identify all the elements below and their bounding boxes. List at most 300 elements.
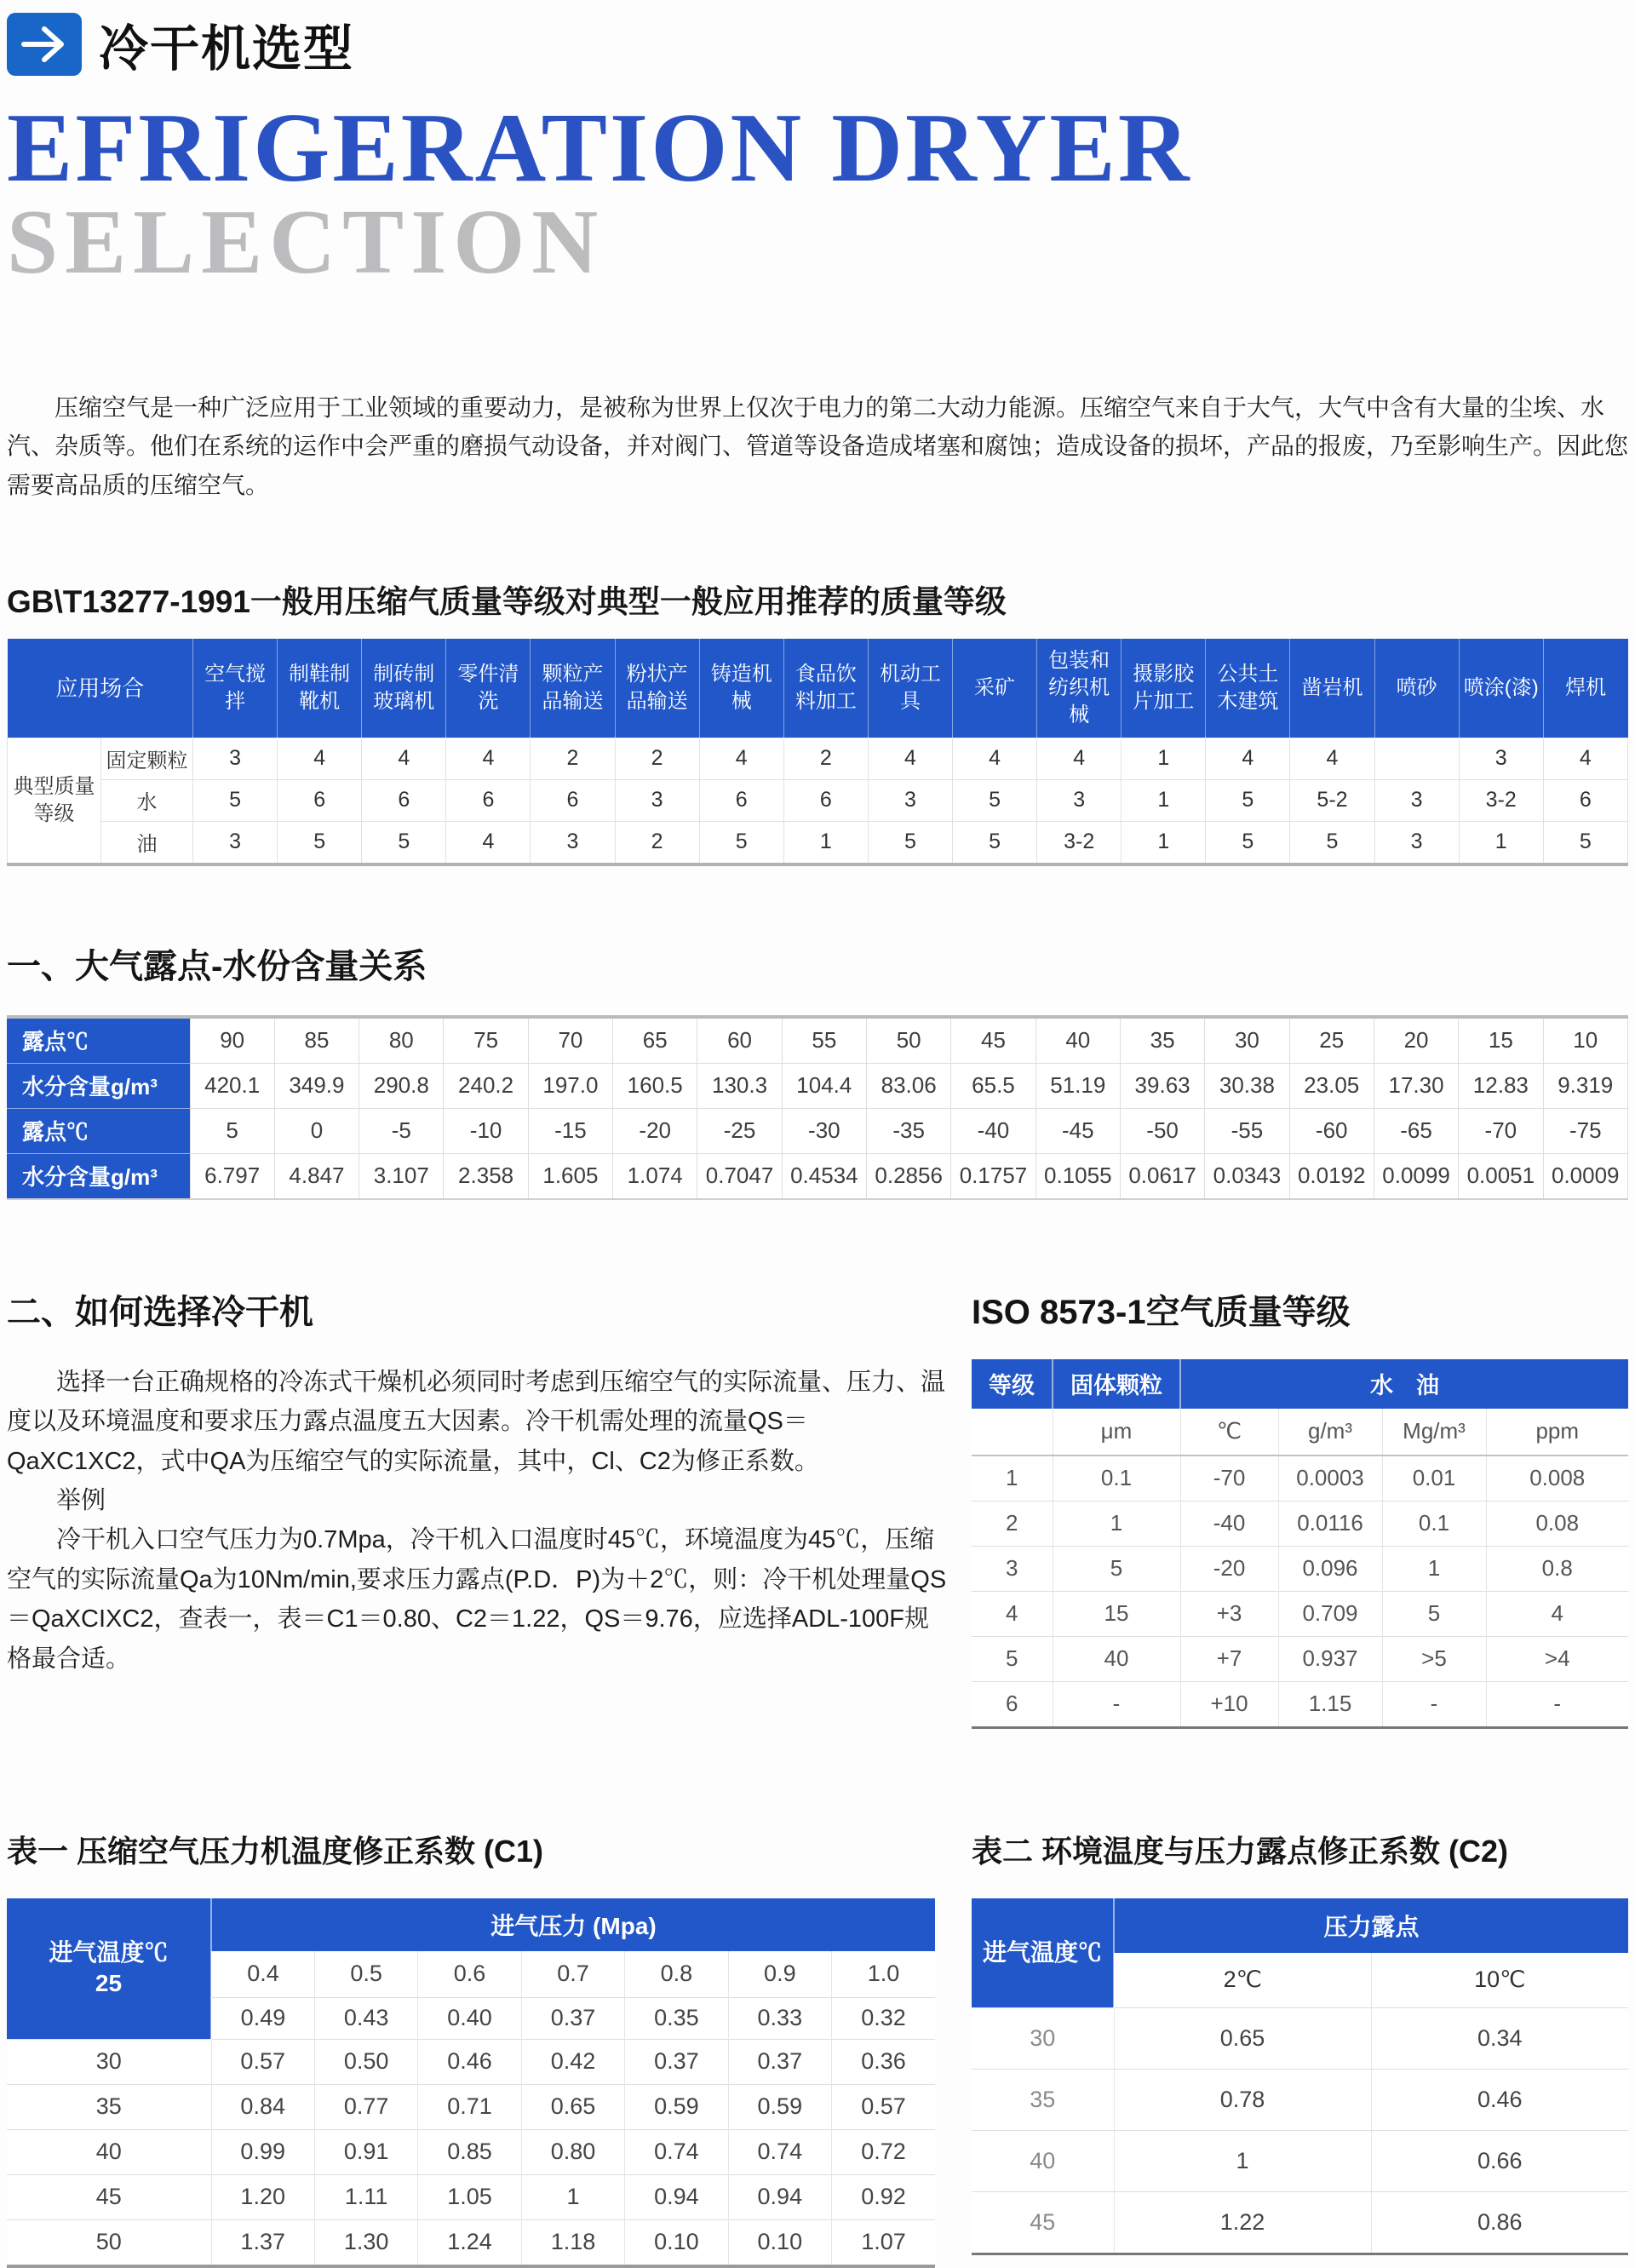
c1-value-cell: 0.10 — [728, 2219, 831, 2266]
c2-dewpoint-cell: 10℃ — [1371, 1953, 1628, 2008]
dew-value-cell: 30.38 — [1205, 1063, 1289, 1108]
gb-row-label: 水 — [101, 779, 193, 821]
page-title-en: EFRIGERATION DRYER — [7, 94, 1192, 203]
dew-value-cell: 0.2856 — [867, 1153, 951, 1199]
gb-value-cell: 5 — [362, 821, 446, 864]
iso-value-cell: +10 — [1180, 1681, 1278, 1727]
dew-value-cell: 0.0099 — [1374, 1153, 1458, 1199]
dew-value-cell: 83.06 — [867, 1063, 951, 1108]
bottom-two-column-area — [7, 1828, 1628, 2268]
selection-section-title: 二、如何选择冷干机 — [7, 1293, 313, 1331]
gb-value-cell: 1 — [783, 821, 868, 864]
c2-temp-cell: 45 — [972, 2191, 1114, 2254]
gb-value-cell: 4 — [362, 738, 446, 779]
iso-value-cell: 40 — [1053, 1636, 1180, 1681]
gb-value-cell: 5-2 — [1290, 779, 1374, 821]
iso-value-cell: 1 — [1053, 1501, 1180, 1546]
gb-table-row — [8, 738, 1628, 779]
c1-value-cell: 1.30 — [314, 2219, 417, 2266]
c1-header-row — [7, 1898, 935, 1951]
gb-column-header: 包装和纺织机械 — [1037, 639, 1122, 738]
iso-value-cell: -70 — [1180, 1456, 1278, 1501]
iso-unit-cell: Mg/m³ — [1382, 1409, 1486, 1456]
selection-paragraph-3: 冷干机入口空气压力为0.7Mpa，冷干机入口温度时45℃，环境温度为45℃，压缩空气的实际流量Qa为10Nm/min,要求压力露点(P.D．P)为＋2℃，则：冷干机处理量QS＝QaXCIXC2，查表一，表＝C1＝0.80、C2＝1.22，QS＝9.76，应选择ADL-100F规格最合适。 — [7, 1526, 947, 1673]
c1-value-cell: 0.92 — [832, 2174, 935, 2219]
dew-value-cell: 0.0192 — [1289, 1153, 1374, 1199]
c2-dewpoint-cell: 2℃ — [1114, 1953, 1371, 2008]
c2-temp-cell: 30 — [972, 2007, 1114, 2069]
c1-value-cell: 0.37 — [728, 2039, 831, 2084]
iso-value-cell: +7 — [1180, 1636, 1278, 1681]
iso-value-cell: 2 — [972, 1501, 1053, 1546]
iso-unit-cell: ppm — [1486, 1409, 1628, 1456]
gb-table-row — [8, 821, 1628, 864]
c2-corner-header: 进气温度℃ — [972, 1898, 1114, 2008]
dew-value-cell: -15 — [528, 1108, 612, 1153]
selection-text-column — [7, 1285, 948, 1679]
c1-value-cell: 0.72 — [832, 2129, 935, 2174]
gb-column-header: 摄影胶片加工 — [1122, 639, 1206, 738]
dew-value-cell: 104.4 — [782, 1063, 866, 1108]
iso-value-cell: 1.15 — [1278, 1681, 1382, 1727]
iso-table-title: ISO 8573-1空气质量等级 — [972, 1293, 1351, 1331]
dew-value-cell: 51.19 — [1036, 1063, 1120, 1108]
iso-value-cell: 15 — [1053, 1591, 1180, 1636]
gb-value-cell: 6 — [278, 779, 362, 821]
gb-row-label: 固定颗粒 — [101, 738, 193, 779]
gb-quality-table — [7, 639, 1628, 866]
c2-value-cell: 0.34 — [1371, 2007, 1628, 2069]
gb-value-cell: 2 — [783, 738, 868, 779]
gb-value-cell: 5 — [699, 821, 783, 864]
gb-column-header: 食品饮料加工 — [783, 639, 868, 738]
iso-data-row — [972, 1591, 1628, 1636]
dew-value-cell: 15 — [1459, 1017, 1543, 1064]
dew-value-cell: 30 — [1205, 1017, 1289, 1064]
c1-value-cell: 0.37 — [521, 1997, 624, 2039]
c1-value-cell: 0.59 — [728, 2084, 831, 2129]
c1-value-cell: 1.20 — [211, 2174, 314, 2219]
dew-value-cell: 20 — [1374, 1017, 1458, 1064]
gb-table-row — [8, 779, 1628, 821]
gb-column-header: 空气搅拌 — [193, 639, 278, 738]
c1-value-cell: 0.35 — [625, 1997, 728, 2039]
c1-data-row — [7, 2084, 935, 2129]
gb-value-cell: 3-2 — [1459, 779, 1543, 821]
iso-data-row — [972, 1681, 1628, 1727]
gb-value-cell: 3 — [1374, 779, 1459, 821]
c2-data-row — [972, 2191, 1628, 2254]
gb-value-cell: 1 — [1122, 738, 1206, 779]
iso-value-cell: >4 — [1486, 1636, 1628, 1681]
dew-value-cell: -35 — [867, 1108, 951, 1153]
dew-value-cell: 75 — [444, 1017, 528, 1064]
dew-value-cell: 5 — [190, 1108, 274, 1153]
iso-value-cell: -20 — [1180, 1546, 1278, 1591]
c2-value-cell: 0.65 — [1114, 2007, 1371, 2069]
dew-value-cell: -60 — [1289, 1108, 1374, 1153]
dew-value-cell: 40 — [1036, 1017, 1120, 1064]
iso-value-cell: 6 — [972, 1681, 1053, 1727]
iso-water-oil-header: 水 油 — [1180, 1359, 1628, 1409]
iso-value-cell: - — [1486, 1681, 1628, 1727]
c1-value-cell: 0.99 — [211, 2129, 314, 2174]
intro-paragraph: 压缩空气是一种广泛应用于工业领域的重要动力，是被称为世界上仅次于电力的第二大动力能源。压缩空气来自于大气，大气中含有大量的尘埃、水汽、杂质等。他们在系统的运作中会严重的磨损气动设备，并对阀门、管道等设备造成堵塞和腐蚀；造成设备的损坏，产品的报废，乃至影响生产。因此您需要高品质的压缩空气。 — [7, 393, 1629, 498]
page-subtitle-en: SELECTION — [7, 192, 605, 293]
c1-temp-cell: 30 — [7, 2039, 211, 2084]
c2-value-cell: 1 — [1114, 2130, 1371, 2191]
c1-temp-cell: 50 — [7, 2219, 211, 2266]
iso-value-cell: 0.1 — [1382, 1501, 1486, 1546]
gb-column-header: 铸造机械 — [699, 639, 783, 738]
c2-data-row — [972, 2007, 1628, 2069]
gb-value-cell: 4 — [1290, 738, 1374, 779]
gb-value-cell: 3 — [1037, 779, 1122, 821]
gb-column-header: 公共土木建筑 — [1206, 639, 1290, 738]
gb-column-header: 制砖制玻璃机 — [362, 639, 446, 738]
page-title-cn: 冷干机选型 — [99, 21, 355, 77]
dew-value-cell: 0.1757 — [951, 1153, 1036, 1199]
iso-value-cell: 4 — [972, 1591, 1053, 1636]
c1-value-cell: 0.36 — [832, 2039, 935, 2084]
c1-value-cell: 0.74 — [728, 2129, 831, 2174]
gb-column-header: 粉状产品输送 — [615, 639, 699, 738]
iso-data-row — [972, 1636, 1628, 1681]
iso-unit-cell: g/m³ — [1278, 1409, 1382, 1456]
c2-correction-table — [972, 1898, 1628, 2255]
dew-value-cell: 45 — [951, 1017, 1036, 1064]
c1-value-cell: 0.50 — [314, 2039, 417, 2084]
gb-column-header: 颗粒产品输送 — [531, 639, 615, 738]
dew-value-cell: 240.2 — [444, 1063, 528, 1108]
c1-value-cell: 0.91 — [314, 2129, 417, 2174]
iso-value-cell: 5 — [1053, 1546, 1180, 1591]
c1-value-cell: 0.71 — [418, 2084, 521, 2129]
c1-table-column — [7, 1828, 948, 2268]
page-header — [7, 0, 1628, 80]
gb-value-cell: 5 — [1206, 779, 1290, 821]
iso-data-row — [972, 1546, 1628, 1591]
gb-value-cell: 5 — [1543, 821, 1627, 864]
c1-value-cell: 0.84 — [211, 2084, 314, 2129]
dew-value-cell: -50 — [1120, 1108, 1204, 1153]
gb-row-group-label: 典型质量等级 — [8, 738, 101, 864]
iso-units-empty-cell — [972, 1409, 1053, 1456]
gb-value-cell: 5 — [953, 779, 1037, 821]
gb-value-cell: 5 — [1290, 821, 1374, 864]
gb-value-cell: 5 — [193, 779, 278, 821]
gb-value-cell: 3 — [615, 779, 699, 821]
dew-value-cell: 17.30 — [1374, 1063, 1458, 1108]
gb-value-cell: 6 — [362, 779, 446, 821]
dew-value-cell: 1.605 — [528, 1153, 612, 1199]
gb-value-cell: 2 — [531, 738, 615, 779]
c1-pressure-cell: 0.6 — [418, 1951, 521, 1998]
c1-value-cell: 1.18 — [521, 2219, 624, 2266]
iso-value-cell: 1 — [972, 1456, 1053, 1501]
iso-quality-table — [972, 1359, 1628, 1729]
c2-value-cell: 0.46 — [1371, 2069, 1628, 2130]
c1-value-cell: 1.37 — [211, 2219, 314, 2266]
dew-value-cell: -65 — [1374, 1108, 1458, 1153]
c1-value-cell: 0.94 — [728, 2174, 831, 2219]
c2-table-title: 表二 环境温度与压力露点修正系数 (C2) — [972, 1833, 1509, 1869]
c2-dewpoint-header: 压力露点 — [1114, 1898, 1628, 1953]
gb-value-cell: 6 — [446, 779, 531, 821]
dew-value-cell: 65 — [613, 1017, 697, 1064]
iso-value-cell: >5 — [1382, 1636, 1486, 1681]
c1-value-cell: 0.65 — [521, 2084, 624, 2129]
c1-temp-cell: 45 — [7, 2174, 211, 2219]
iso-value-cell: 0.709 — [1278, 1591, 1382, 1636]
iso-data-row — [972, 1456, 1628, 1501]
c1-value-cell: 0.37 — [625, 2039, 728, 2084]
iso-value-cell: +3 — [1180, 1591, 1278, 1636]
iso-value-cell: 0.1 — [1053, 1456, 1180, 1501]
dew-point-table — [7, 1015, 1628, 1200]
gb-value-cell: 4 — [699, 738, 783, 779]
gb-value-cell: 3 — [193, 738, 278, 779]
right-arrow-icon — [7, 13, 82, 76]
dew-value-cell: 0.4534 — [782, 1153, 866, 1199]
gb-table-title: GB\T13277-1991一般用压缩气质量等级对典型一般应用推荐的质量等级 — [7, 583, 1007, 619]
iso-value-cell: 4 — [1486, 1591, 1628, 1636]
dew-table-row — [7, 1108, 1628, 1153]
iso-value-cell: 5 — [972, 1636, 1053, 1681]
c1-pressure-header: 进气压力 (Mpa) — [211, 1898, 935, 1951]
dew-value-cell: 0 — [274, 1108, 359, 1153]
dew-value-cell: 9.319 — [1543, 1063, 1628, 1108]
c2-header-row — [972, 1898, 1628, 1953]
dew-value-cell: 130.3 — [697, 1063, 782, 1108]
c1-data-row — [7, 2174, 935, 2219]
iso-unit-cell: ℃ — [1180, 1409, 1278, 1456]
dew-value-cell: 6.797 — [190, 1153, 274, 1199]
dew-value-cell: -30 — [782, 1108, 866, 1153]
dew-value-cell: 10 — [1543, 1017, 1628, 1064]
dew-value-cell: 0.7047 — [697, 1153, 782, 1199]
gb-value-cell: 2 — [615, 738, 699, 779]
dew-value-cell: -40 — [951, 1108, 1036, 1153]
dew-value-cell: 0.0617 — [1120, 1153, 1204, 1199]
gb-column-header: 机动工具 — [868, 639, 952, 738]
c1-temp-cell: 40 — [7, 2129, 211, 2174]
gb-column-header: 焊机 — [1543, 639, 1627, 738]
dew-value-cell: 0.0343 — [1205, 1153, 1289, 1199]
dew-value-cell: 50 — [867, 1017, 951, 1064]
c1-value-cell: 0.40 — [418, 1997, 521, 2039]
iso-value-cell: 0.0116 — [1278, 1501, 1382, 1546]
iso-value-cell: - — [1053, 1681, 1180, 1727]
dew-value-cell: 349.9 — [274, 1063, 359, 1108]
dew-value-cell: -5 — [359, 1108, 444, 1153]
dew-value-cell: 25 — [1289, 1017, 1374, 1064]
c2-value-cell: 0.66 — [1371, 2130, 1628, 2191]
dew-value-cell: 70 — [528, 1017, 612, 1064]
c1-value-cell: 0.10 — [625, 2219, 728, 2266]
c2-table-column — [972, 1828, 1628, 2255]
dew-row-label: 露点℃ — [7, 1108, 190, 1153]
iso-solid-header: 固体颗粒 — [1053, 1359, 1180, 1409]
c1-value-cell: 1.11 — [314, 2174, 417, 2219]
c1-value-cell: 1.05 — [418, 2174, 521, 2219]
gb-column-header: 喷砂 — [1374, 639, 1459, 738]
c1-pressure-cell: 0.9 — [728, 1951, 831, 1998]
iso-value-cell: -40 — [1180, 1501, 1278, 1546]
dew-value-cell: -25 — [697, 1108, 782, 1153]
iso-value-cell: 1 — [1382, 1546, 1486, 1591]
dew-value-cell: 0.0051 — [1459, 1153, 1543, 1199]
c1-value-cell: 1.24 — [418, 2219, 521, 2266]
c1-value-cell: 0.46 — [418, 2039, 521, 2084]
gb-value-cell: 3 — [531, 821, 615, 864]
c1-value-cell: 1.07 — [832, 2219, 935, 2266]
gb-header-row — [8, 639, 1628, 738]
gb-value-cell: 3 — [868, 779, 952, 821]
c1-value-cell: 0.94 — [625, 2174, 728, 2219]
dew-value-cell: 420.1 — [190, 1063, 274, 1108]
gb-value-cell: 5 — [953, 821, 1037, 864]
selection-paragraph-1: 选择一台正确规格的冷冻式干燥机必须同时考虑到压缩空气的实际流量、压力、温度以及环境温度和要求压力露点温度五大因素。冷干机需处理的流量QS＝QaXC1XC2，式中QA为压缩空气的实际流量，其中，Cl、C2为修正系数。 — [7, 1368, 946, 1475]
iso-value-cell: - — [1382, 1681, 1486, 1727]
gb-value-cell: 3 — [193, 821, 278, 864]
gb-row-label: 油 — [101, 821, 193, 864]
dew-value-cell: 3.107 — [359, 1153, 444, 1199]
c1-pressure-cell: 0.8 — [625, 1951, 728, 1998]
c2-temp-cell: 35 — [972, 2069, 1114, 2130]
dew-value-cell: 0.0009 — [1543, 1153, 1628, 1199]
iso-value-cell: 0.01 — [1382, 1456, 1486, 1501]
c1-value-cell: 0.77 — [314, 2084, 417, 2129]
c1-pressure-cell: 1.0 — [832, 1951, 935, 1998]
dew-value-cell: 0.1055 — [1036, 1153, 1120, 1199]
dew-value-cell: -75 — [1543, 1108, 1628, 1153]
c2-temp-cell: 40 — [972, 2130, 1114, 2191]
c2-data-row — [972, 2130, 1628, 2191]
dew-section-title: 一、大气露点-水份含量关系 — [7, 947, 427, 985]
gb-corner-header: 应用场合 — [8, 639, 193, 738]
iso-unit-cell: μm — [1053, 1409, 1180, 1456]
c1-value-cell: 0.80 — [521, 2129, 624, 2174]
c1-data-row — [7, 2039, 935, 2084]
iso-table-column — [972, 1285, 1628, 1729]
dew-value-cell: 197.0 — [528, 1063, 612, 1108]
iso-value-cell: 5 — [1382, 1591, 1486, 1636]
gb-value-cell: 1 — [1122, 779, 1206, 821]
iso-value-cell: 0.096 — [1278, 1546, 1382, 1591]
c2-data-row — [972, 2069, 1628, 2130]
dew-value-cell: 55 — [782, 1017, 866, 1064]
dew-table-row — [7, 1063, 1628, 1108]
dew-value-cell: -45 — [1036, 1108, 1120, 1153]
dew-value-cell: -10 — [444, 1108, 528, 1153]
iso-value-cell: 0.08 — [1486, 1501, 1628, 1546]
c2-value-cell: 0.78 — [1114, 2069, 1371, 2130]
gb-value-cell: 4 — [446, 821, 531, 864]
c1-value-cell: 1 — [521, 2174, 624, 2219]
dew-value-cell: 39.63 — [1120, 1063, 1204, 1108]
selection-paragraph-2: 举例 — [56, 1487, 106, 1515]
gb-value-cell: 2 — [615, 821, 699, 864]
gb-column-header: 制鞋制靴机 — [278, 639, 362, 738]
dew-row-label: 露点℃ — [7, 1017, 190, 1064]
c1-value-cell: 0.43 — [314, 1997, 417, 2039]
c1-value-cell: 0.85 — [418, 2129, 521, 2174]
c2-value-cell: 1.22 — [1114, 2191, 1371, 2254]
c1-value-cell: 0.57 — [832, 2084, 935, 2129]
c1-value-cell: 0.59 — [625, 2084, 728, 2129]
iso-value-cell: 0.008 — [1486, 1456, 1628, 1501]
gb-value-cell — [1374, 738, 1459, 779]
c2-value-cell: 0.86 — [1371, 2191, 1628, 2254]
c1-pressure-cell: 0.4 — [211, 1951, 314, 1998]
middle-two-column-area — [7, 1285, 1628, 1729]
iso-value-cell: 0.0003 — [1278, 1456, 1382, 1501]
iso-data-row — [972, 1501, 1628, 1546]
dew-value-cell: 90 — [190, 1017, 274, 1064]
c1-value-cell: 0.57 — [211, 2039, 314, 2084]
gb-value-cell: 4 — [953, 738, 1037, 779]
gb-value-cell: 3 — [1459, 738, 1543, 779]
gb-value-cell: 6 — [1543, 779, 1627, 821]
c1-corner-header: 进气温度℃ 25 — [7, 1898, 211, 2040]
gb-value-cell: 4 — [1037, 738, 1122, 779]
iso-value-cell: 3 — [972, 1546, 1053, 1591]
gb-value-cell: 4 — [868, 738, 952, 779]
c1-table-title: 表一 压缩空气压力机温度修正系数 (C1) — [7, 1833, 544, 1869]
gb-value-cell: 6 — [783, 779, 868, 821]
dew-value-cell: 2.358 — [444, 1153, 528, 1199]
dew-value-cell: 160.5 — [613, 1063, 697, 1108]
c1-value-cell: 0.42 — [521, 2039, 624, 2084]
gb-column-header: 零件清洗 — [446, 639, 531, 738]
dew-table-row — [7, 1153, 1628, 1199]
dew-value-cell: 12.83 — [1459, 1063, 1543, 1108]
gb-value-cell: 4 — [1206, 738, 1290, 779]
dew-value-cell: 290.8 — [359, 1063, 444, 1108]
dew-value-cell: 80 — [359, 1017, 444, 1064]
iso-value-cell: 0.937 — [1278, 1636, 1382, 1681]
gb-value-cell: 4 — [446, 738, 531, 779]
iso-grade-header: 等级 — [972, 1359, 1053, 1409]
dew-value-cell: 35 — [1120, 1017, 1204, 1064]
gb-column-header: 采矿 — [953, 639, 1037, 738]
iso-units-row — [972, 1409, 1628, 1456]
iso-header-row — [972, 1359, 1628, 1409]
c1-correction-table — [7, 1898, 935, 2268]
dew-row-label: 水分含量g/m³ — [7, 1153, 190, 1199]
dew-value-cell: 60 — [697, 1017, 782, 1064]
dew-table-row — [7, 1017, 1628, 1064]
dew-value-cell: -20 — [613, 1108, 697, 1153]
c1-value-cell: 0.32 — [832, 1997, 935, 2039]
c1-value-cell: 0.33 — [728, 1997, 831, 2039]
c1-temp-cell: 35 — [7, 2084, 211, 2129]
gb-value-cell: 4 — [278, 738, 362, 779]
gb-value-cell: 4 — [1543, 738, 1627, 779]
c1-value-cell: 0.74 — [625, 2129, 728, 2174]
gb-value-cell: 1 — [1122, 821, 1206, 864]
c1-data-row — [7, 2219, 935, 2266]
gb-column-header: 凿岩机 — [1290, 639, 1374, 738]
dew-value-cell: -55 — [1205, 1108, 1289, 1153]
gb-value-cell: 6 — [531, 779, 615, 821]
c1-pressure-cell: 0.5 — [314, 1951, 417, 1998]
gb-value-cell: 6 — [699, 779, 783, 821]
gb-value-cell: 3-2 — [1037, 821, 1122, 864]
iso-value-cell: 0.8 — [1486, 1546, 1628, 1591]
gb-value-cell: 1 — [1459, 821, 1543, 864]
